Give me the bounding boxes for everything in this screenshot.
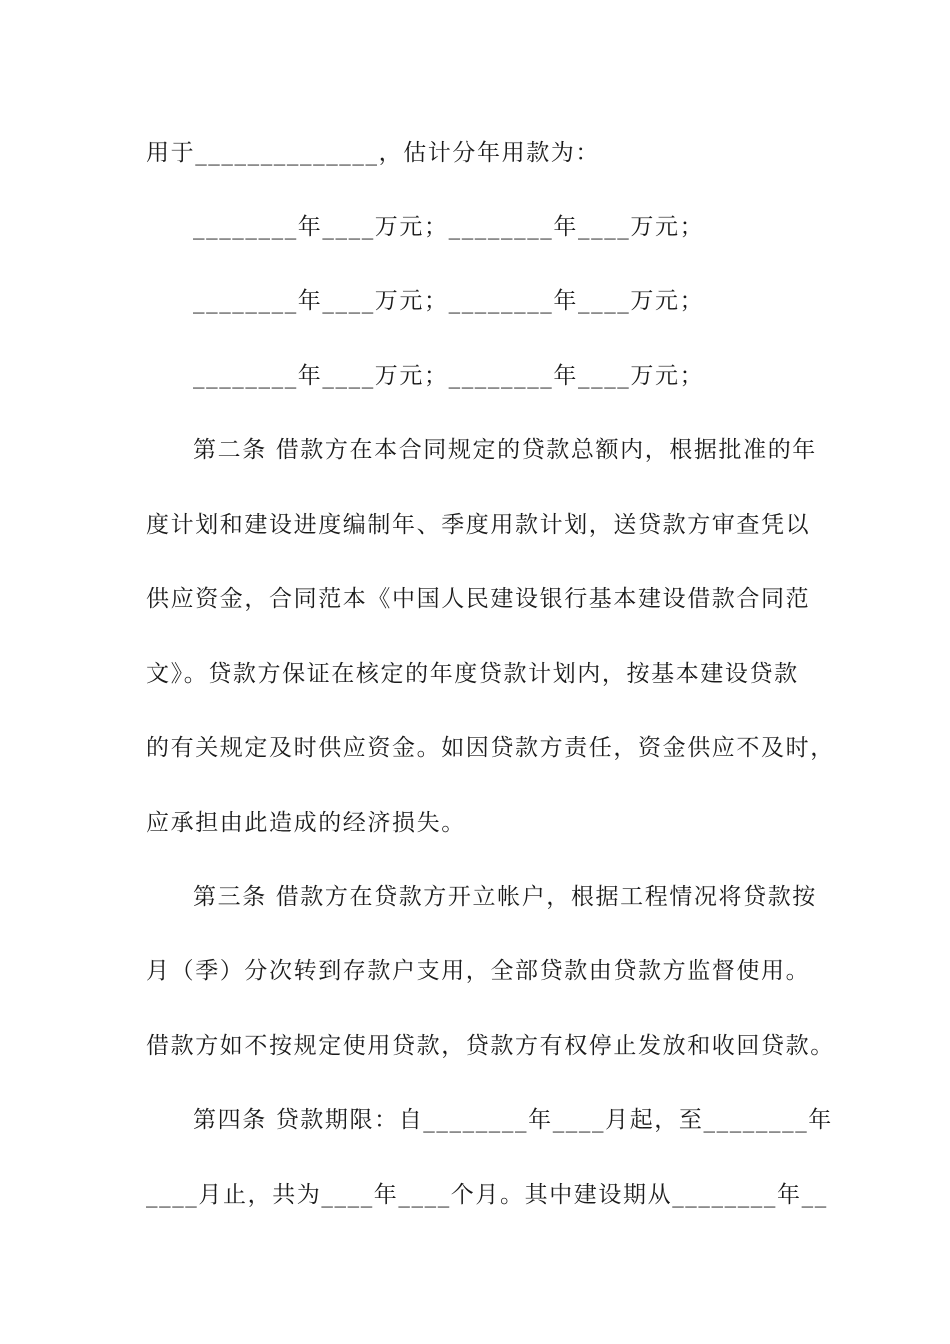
- text-line-4: ________年____万元；________年____万元；: [193, 363, 705, 389]
- article-2-line-4: 文》。贷款方保证在核定的年度贷款计划内，按基本建设贷款: [146, 661, 799, 687]
- article-2-line-2: 度计划和建设进度编制年、季度用款计划，送贷款方审查凭以: [146, 512, 811, 538]
- article-3-line-3: 借款方如不按规定使用贷款，贷款方有权停止发放和收回贷款。: [146, 1033, 835, 1059]
- text-line-1: 用于______________，估计分年用款为：: [146, 140, 600, 166]
- article-4-line-2: ____月止，共为____年____个月。其中建设期从________年__: [146, 1182, 828, 1208]
- article-3-line-2: 月（季）分次转到存款户支用，全部贷款由贷款方监督使用。: [146, 958, 811, 984]
- article-3-line-1: 第三条 借款方在贷款方开立帐户，根据工程情况将贷款按: [193, 884, 817, 910]
- article-2-line-1: 第二条 借款方在本合同规定的贷款总额内，根据批准的年: [193, 437, 817, 463]
- article-2-line-5: 的有关规定及时供应资金。如因贷款方责任，资金供应不及时，: [146, 735, 835, 761]
- text-line-3: ________年____万元；________年____万元；: [193, 288, 705, 314]
- article-2-line-3: 供应资金，合同范本《中国人民建设银行基本建设借款合同范: [146, 586, 811, 612]
- article-2-line-6: 应承担由此造成的经济损失。: [146, 810, 466, 836]
- text-line-2: ________年____万元；________年____万元；: [193, 214, 705, 240]
- article-4-line-1: 第四条 贷款期限：自________年____月起，至________年: [193, 1107, 833, 1133]
